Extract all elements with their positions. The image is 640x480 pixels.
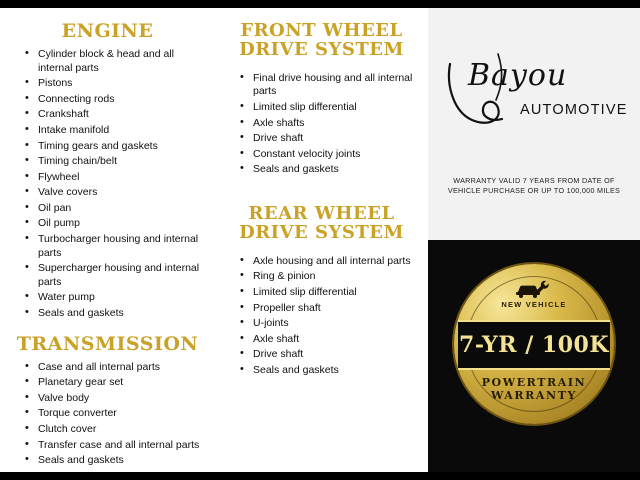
list-item: • Axle shaft: [251, 333, 418, 347]
list-item: • Seals and gaskets: [36, 307, 205, 321]
list-item: • Drive shaft: [251, 348, 418, 362]
brand-logo: [428, 24, 640, 154]
column-right: [428, 8, 640, 472]
list-item: • Constant velocity joints: [251, 148, 418, 162]
list-item: • Case and all internal parts: [36, 361, 205, 375]
warranty-seal: [454, 264, 614, 424]
brochure-sheet: [0, 8, 640, 472]
warranty-validity-note: WARRANTY VALID 7 YEARS FROM DATE OF VEHICLE PURCHASE OR UP TO 100,000 MILES: [447, 176, 621, 195]
list-item: • Limited slip differential: [251, 101, 418, 115]
badge-bottom-label: POWERTRAIN WARRANTY: [481, 376, 587, 402]
list-item: • Cylinder block & head and all internal parts: [36, 48, 205, 75]
list-item: • Pistons: [36, 77, 205, 91]
badge-term-band: [458, 320, 610, 370]
list-item: • Axle shafts: [251, 117, 418, 131]
list-item: • Drive shaft: [251, 132, 418, 146]
badge-top-label: NEW VEHICLE: [501, 300, 567, 309]
list-item: • Transfer case and all internal parts: [36, 439, 205, 453]
list-item: • Torque converter: [36, 407, 205, 421]
list-item: • Propeller shaft: [251, 302, 418, 316]
list-item: • Flywheel: [36, 171, 205, 185]
list-item: • U-joints: [251, 317, 418, 331]
car-wrench-icon: [512, 278, 556, 300]
brand-name: Bayou: [468, 58, 568, 93]
list-item: • Timing chain/belt: [36, 155, 205, 169]
column-middle: [215, 8, 428, 472]
transmission-list: [10, 361, 205, 468]
list-item: • Final drive housing and all internal parts: [251, 72, 418, 99]
list-item: • Seals and gaskets: [36, 454, 205, 468]
list-item: • Timing gears and gaskets: [36, 140, 205, 154]
brand-subtitle: AUTOMOTIVE: [520, 102, 628, 118]
rear-wheel-drive-list: [225, 255, 418, 378]
list-item: • Seals and gaskets: [251, 163, 418, 177]
front-wheel-drive-list: [225, 72, 418, 177]
list-item: • Oil pump: [36, 217, 205, 231]
list-item: • Clutch cover: [36, 423, 205, 437]
engine-list: [10, 48, 205, 321]
badge-term: 7-YR / 100K: [459, 332, 609, 358]
section-title-front-wheel-drive: FRONT WHEEL DRIVE SYSTEM: [239, 20, 404, 60]
list-item: • Seals and gaskets: [251, 364, 418, 378]
section-title-transmission: TRANSMISSION: [16, 332, 199, 355]
list-item: • Limited slip differential: [251, 286, 418, 300]
list-item: • Planetary gear set: [36, 376, 205, 390]
list-item: • Oil pan: [36, 202, 205, 216]
list-item: • Ring & pinion: [251, 270, 418, 284]
section-title-engine: ENGINE: [61, 20, 154, 42]
column-left: [0, 8, 215, 472]
list-item: • Turbocharger housing and internal parts: [36, 233, 205, 260]
list-item: • Crankshaft: [36, 108, 205, 122]
list-item: • Valve covers: [36, 186, 205, 200]
list-item: • Valve body: [36, 392, 205, 406]
list-item: • Connecting rods: [36, 93, 205, 107]
list-item: • Axle housing and all internal parts: [251, 255, 418, 269]
badge-panel: [428, 240, 640, 472]
list-item: • Water pump: [36, 291, 205, 305]
list-item: • Intake manifold: [36, 124, 205, 138]
list-item: • Supercharger housing and internal parts: [36, 262, 205, 289]
section-title-rear-wheel-drive: REAR WHEEL DRIVE SYSTEM: [239, 202, 404, 243]
logo-panel: [428, 8, 640, 240]
